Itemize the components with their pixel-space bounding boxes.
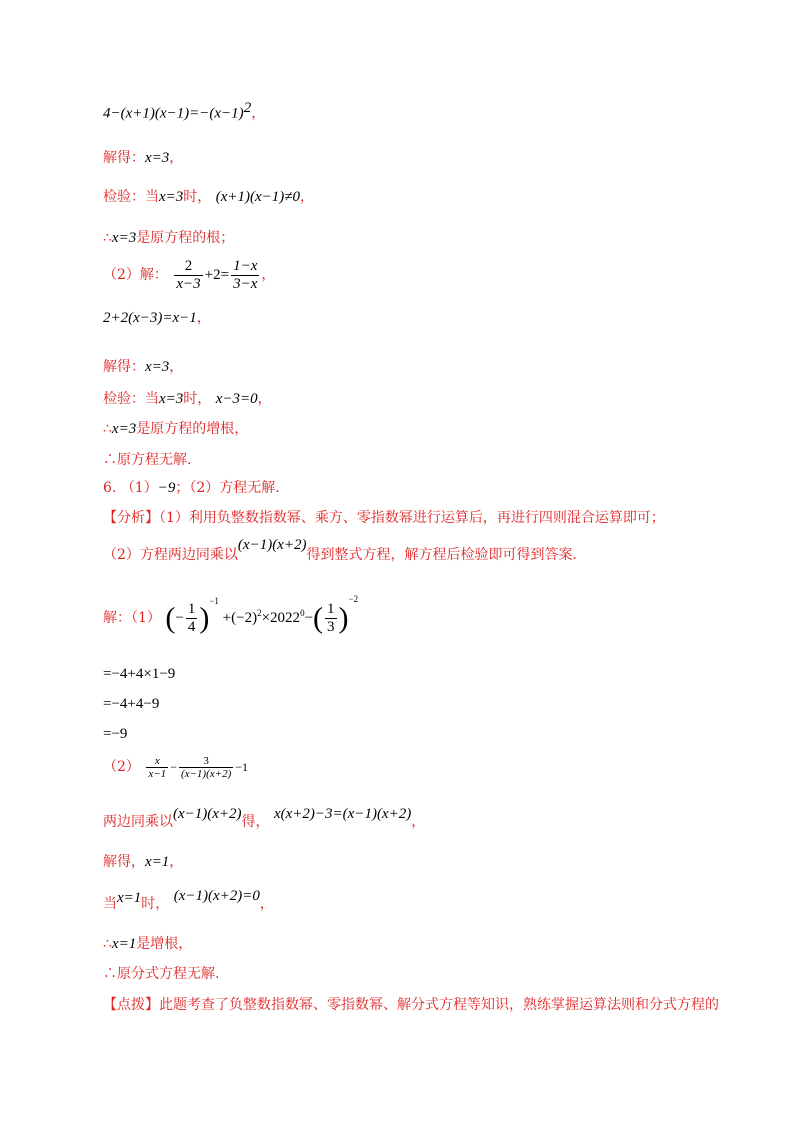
part1-expression-line: 解：（1） (− $\frac{1}{4}$ )$^{-1} +(-2)^2\times 2022^0-$( $\frac{1}{3}$ )$^{-2}$ — [103, 594, 359, 636]
solution-line: 解得：x=3， — [103, 359, 184, 375]
calculation-step: =−9 — [103, 726, 128, 742]
tip-line: 【点拨】此题考查了负整数指数幂、零指数幂、解分式方程等知识，熟练掌握运算法则和分式方程的 — [103, 997, 719, 1013]
fraction: $\frac{3}{(x-1)(x+2)}$ — [180, 754, 232, 780]
conclusion-line: ∴原分式方程无解. — [103, 966, 220, 982]
multiply-line: 两边同乘以(x−1)(x+2)得， x(x+2)−3=(x−1)(x+2)， — [103, 806, 426, 830]
equation-line: $4-(x+1)(x-1)=-(x-1)^2$， — [103, 100, 266, 122]
fraction: $\frac{2}{x-3}$ — [176, 257, 201, 292]
analysis-line: （2）方程两边同乘以(x−1)(x+2)得到整式方程，解方程后检验即可得到答案. — [103, 537, 577, 563]
fraction: $\frac{1-x}{3-x}$ — [233, 257, 258, 292]
conclusion-line: ∴原方程无解. — [103, 452, 192, 468]
fraction: $\frac{1}{4}$ — [187, 601, 196, 636]
check-line: 检验：当x=3时， (x+1)(x−1)≠0， — [103, 189, 315, 205]
part2-equation-line: （2） $\frac{x}{x-1}$ − $\frac{3}{(x-1)(x+2)}$ −1 — [103, 754, 249, 780]
analysis-tag: 【分析】 — [103, 510, 159, 526]
conclusion-line: ∴x=1是增根， — [103, 936, 193, 952]
conclusion-line: ∴x=3是原方程的增根， — [103, 421, 249, 437]
conclusion-line: ∴x=3是原方程的根； — [103, 230, 235, 246]
analysis-line: 【分析】（1）利用负整数指数幂、乘方、零指数幂进行运算后，再进行四则混合运算即可； — [103, 510, 665, 526]
fraction: $\frac{1}{3}$ — [327, 601, 335, 636]
calculation-step: =−4+4−9 — [103, 696, 160, 712]
check-line: 检验：当x=3时， x−3=0， — [103, 391, 272, 407]
check-line: 当x=1时， (x−1)(x+2)=0， — [103, 888, 274, 912]
calculation-step: =−4+4×1−9 — [103, 666, 176, 682]
answer-line: 6. （1）−9；（2）方程无解. — [103, 480, 280, 496]
solution-line: 解得：x=3， — [103, 150, 184, 166]
part2-equation-line: （2）解： $\frac{2}{x-3}$ +2= $\frac{1-x}{3-x}$ ， — [103, 257, 276, 292]
expression: (− $\frac{1}{4}$ )$^{-1} +(-2)^2\times 2022^0-$( $\frac{1}{3}$ )$^{-2}$ — [165, 594, 359, 636]
solution-line: 解得，x=1， — [103, 854, 184, 870]
equation-line: 2+2(x−3)=x−1， — [103, 310, 211, 326]
fraction: $\frac{x}{x-1}$ — [148, 754, 167, 780]
tip-tag: 【点拨】 — [103, 997, 159, 1013]
